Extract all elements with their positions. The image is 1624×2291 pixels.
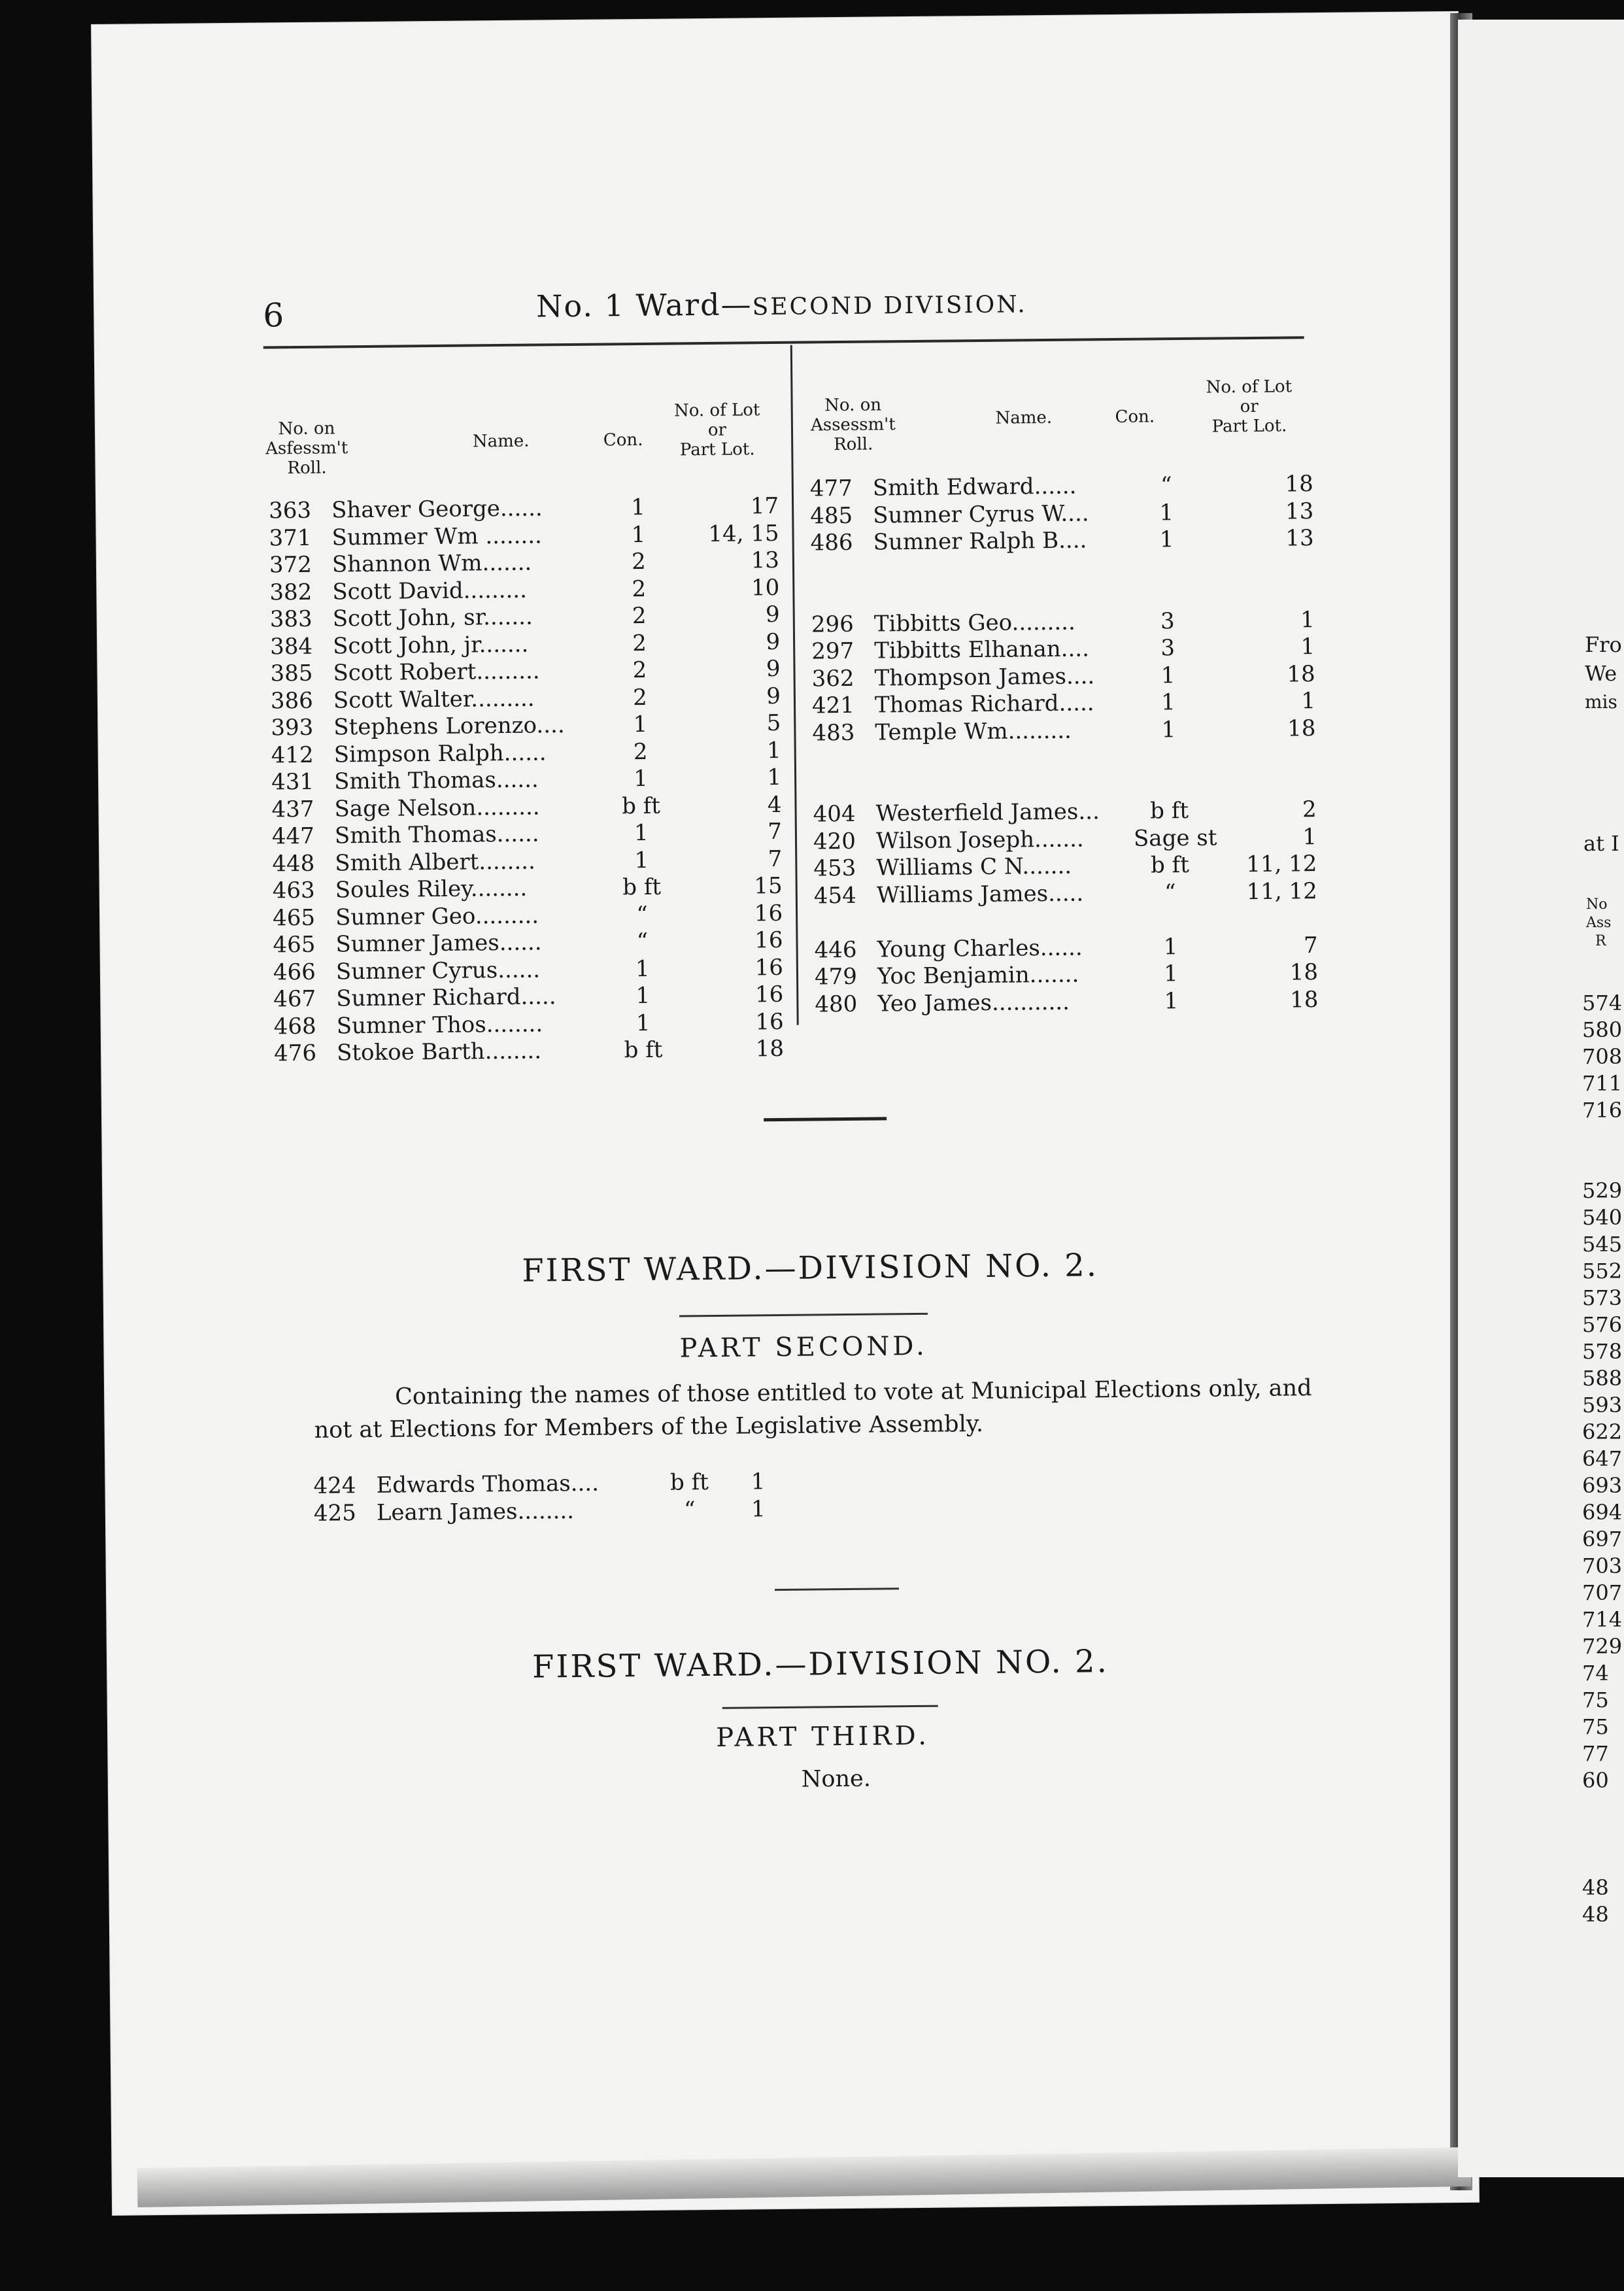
- header-lot-left: No. of Lot or Part Lot.: [673, 400, 760, 460]
- top-rule: [263, 336, 1304, 348]
- lot-cell: 13: [1285, 498, 1314, 525]
- name-cell: Tibbitts Geo.........: [873, 609, 1075, 637]
- fragment: 576: [1582, 1312, 1623, 1337]
- roll-cell: 393: [271, 714, 314, 741]
- lot-cell: 1: [751, 1495, 766, 1522]
- lot-cell: 13: [751, 547, 780, 574]
- name-cell: Sumner James......: [335, 929, 542, 958]
- con-cell: 2: [633, 738, 648, 765]
- fragment: 75: [1582, 1688, 1609, 1712]
- con-cell: 1: [1163, 960, 1179, 987]
- con-cell: 2: [631, 548, 646, 575]
- con-cell: 2: [632, 630, 647, 656]
- column-divider: [790, 345, 799, 1025]
- con-cell: 1: [1161, 689, 1176, 716]
- lot-cell: 11, 12: [1246, 851, 1317, 878]
- lot-cell: 16: [754, 954, 784, 981]
- fragment: 693: [1582, 1473, 1623, 1498]
- roll-cell: 371: [269, 524, 312, 551]
- fragment: 77: [1582, 1741, 1609, 1766]
- page: [92, 12, 1479, 2215]
- fragment: 574: [1582, 991, 1623, 1015]
- header-name-left: Name.: [472, 431, 530, 452]
- table-row: [314, 1495, 837, 1527]
- name-cell: Scott Robert.........: [333, 658, 540, 687]
- lot-cell: 7: [768, 845, 783, 872]
- lot-cell: 18: [1285, 471, 1314, 498]
- roll-cell: 479: [814, 963, 858, 991]
- roll-cell: [813, 773, 871, 774]
- lot-cell: 18: [1287, 715, 1316, 741]
- part-second-table: [313, 1468, 837, 1527]
- con-cell: “: [636, 928, 649, 955]
- con-cell: 3: [1160, 607, 1175, 634]
- fragment: We: [1585, 661, 1617, 686]
- name-cell: Scott John, sr.......: [332, 603, 533, 632]
- header-con-left: Con.: [603, 430, 643, 450]
- name-cell: Sumner Cyrus W....: [873, 500, 1089, 529]
- lot-cell: 9: [765, 601, 780, 628]
- left-table: [269, 493, 790, 1068]
- con-cell: b ft: [1150, 851, 1190, 879]
- fragment: 647: [1582, 1446, 1623, 1471]
- part-third-none: None.: [801, 1765, 871, 1793]
- lot-cell: 18: [1289, 959, 1319, 986]
- fragment: mis: [1585, 691, 1617, 713]
- right-table: [810, 471, 1325, 1018]
- roll-cell: [814, 909, 873, 910]
- facing-page: [1458, 20, 1624, 2177]
- roll-cell: 382: [269, 579, 313, 605]
- fragment: 48: [1582, 1902, 1609, 1927]
- section-rule: [775, 1587, 899, 1591]
- con-cell: b ft: [621, 792, 661, 819]
- header-lot-right: No. of Lot or Part Lot.: [1206, 377, 1293, 437]
- roll-cell: 362: [811, 665, 854, 692]
- fragment: No: [1586, 896, 1608, 913]
- con-cell: 1: [1159, 526, 1174, 553]
- fragment: [1582, 1848, 1622, 1875]
- con-cell: 1: [634, 819, 649, 847]
- lot-cell: 13: [1285, 525, 1314, 552]
- roll-cell: 404: [813, 800, 856, 828]
- fragment: 694: [1582, 1500, 1623, 1525]
- table-row: [815, 986, 1325, 1018]
- name-cell: Tibbitts Elhanan....: [874, 636, 1090, 664]
- fragment: 48: [1582, 1875, 1609, 1900]
- lot-cell: 11, 12: [1246, 877, 1317, 905]
- name-cell: Temple Wm.........: [875, 717, 1072, 746]
- name-cell: Yoc Benjamin.......: [877, 961, 1079, 990]
- fragment: 707: [1582, 1580, 1623, 1605]
- lot-cell: 1: [766, 737, 781, 764]
- lot-cell: 9: [766, 683, 781, 709]
- fragment: 75: [1582, 1714, 1609, 1739]
- fragment: 545: [1582, 1232, 1623, 1257]
- con-cell: 2: [632, 602, 647, 630]
- con-cell: 1: [1161, 716, 1176, 743]
- part-second-title: PART SECOND.: [679, 1331, 928, 1364]
- con-cell: 1: [635, 982, 651, 1010]
- lot-cell: 16: [754, 981, 784, 1008]
- name-cell: Young Charles......: [877, 934, 1083, 963]
- roll-cell: 431: [271, 768, 314, 796]
- heading-main: No. 1 Ward—: [535, 286, 753, 324]
- facing-page-text: [1585, 630, 1622, 717]
- facing-page-numbers: [1582, 990, 1622, 1928]
- con-cell: 2: [632, 575, 647, 602]
- roll-cell: 467: [273, 985, 316, 1013]
- name-cell: Shaver George......: [331, 495, 543, 524]
- name-cell: Thompson James....: [874, 662, 1095, 692]
- name-cell: Smith Albert........: [335, 848, 535, 876]
- short-rule: [722, 1705, 938, 1709]
- name-cell: Smith Thomas......: [333, 766, 539, 795]
- heading-subtitle: SECOND DIVISION.: [752, 291, 1027, 321]
- name-cell: Sumner Cyrus......: [335, 956, 541, 985]
- part-third-title: PART THIRD.: [715, 1720, 930, 1753]
- roll-cell: 425: [313, 1499, 356, 1527]
- fragment: Ass: [1586, 915, 1612, 931]
- fragment: 729: [1582, 1634, 1623, 1659]
- name-cell: Sumner Thos........: [336, 1010, 543, 1039]
- con-cell: b ft: [1150, 797, 1189, 824]
- con-cell: 1: [634, 847, 649, 874]
- con-cell: [1131, 553, 1203, 554]
- facing-page-text: [1583, 830, 1619, 857]
- lot-cell: 10: [751, 574, 780, 601]
- roll-cell: 468: [273, 1013, 316, 1040]
- name-cell: Summer Wm ........: [331, 522, 543, 551]
- fragment: [1582, 1821, 1622, 1848]
- name-cell: Shannon Wm.......: [331, 549, 532, 578]
- con-cell: Sage st: [1133, 824, 1217, 852]
- name-cell: Smith Thomas......: [334, 821, 539, 849]
- header-roll-right: No. on Assessm't Roll.: [810, 395, 896, 455]
- lot-cell: 18: [1289, 986, 1319, 1013]
- roll-cell: 485: [810, 502, 853, 529]
- part-second-description-line1: Containing the names of those entitled to vote at Municipal Elections only, and: [394, 1375, 1312, 1410]
- fragment: 714: [1582, 1607, 1623, 1632]
- name-cell: Scott David.........: [332, 577, 528, 605]
- header-roll-left: No. on Asfessm't Roll.: [265, 418, 348, 479]
- roll-cell: 463: [272, 877, 315, 904]
- roll-cell: 448: [272, 850, 315, 877]
- lot-cell: 9: [766, 655, 781, 683]
- fragment: 74: [1582, 1661, 1609, 1686]
- con-cell: b ft: [622, 874, 662, 901]
- roll-cell: 465: [273, 931, 316, 959]
- con-cell: b ft: [669, 1469, 709, 1496]
- fragment: 578: [1582, 1339, 1623, 1364]
- roll-cell: 477: [809, 475, 853, 502]
- roll-cell: 447: [271, 823, 315, 850]
- lot-cell: 15: [754, 872, 783, 900]
- con-cell: 2: [632, 684, 647, 711]
- fragment: 711: [1582, 1071, 1623, 1096]
- roll-cell: 437: [271, 796, 314, 823]
- roll-cell: [811, 584, 870, 585]
- con-cell: [1133, 770, 1205, 771]
- lot-cell: 16: [755, 1008, 784, 1035]
- name-cell: Stephens Lorenzo....: [333, 712, 565, 741]
- name-cell: Smith Edward......: [872, 473, 1077, 501]
- part-second-description-line2: not at Elections for Members of the Legislative Assembly.: [314, 1411, 984, 1444]
- con-cell: [1133, 743, 1205, 744]
- con-cell: “: [1164, 879, 1176, 906]
- short-rule: [679, 1313, 928, 1317]
- lot-cell: 14, 15: [708, 520, 779, 547]
- name-cell: Edwards Thomas....: [376, 1470, 600, 1499]
- part-third-section-title: FIRST WARD.—DIVISION NO. 2.: [532, 1643, 1109, 1686]
- name-cell: Sumner Richard.....: [336, 983, 556, 1012]
- lot-cell: 18: [755, 1035, 785, 1062]
- lot-cell: 4: [767, 791, 782, 818]
- fragment: 60: [1582, 1768, 1609, 1793]
- con-cell: 1: [1160, 662, 1176, 688]
- con-cell: 1: [635, 1010, 651, 1036]
- roll-cell: [811, 556, 870, 557]
- fragment: 708: [1582, 1044, 1623, 1069]
- name-cell: Yeo James...........: [877, 989, 1070, 1017]
- lot-cell: 7: [1303, 932, 1318, 959]
- roll-cell: 383: [269, 605, 313, 633]
- section-dash: [764, 1117, 887, 1121]
- name-cell: Westerfield James...: [875, 798, 1100, 827]
- con-cell: “: [683, 1496, 696, 1523]
- fragment: 593: [1582, 1393, 1623, 1417]
- roll-cell: 384: [269, 633, 313, 660]
- con-cell: 1: [1163, 933, 1178, 960]
- roll-cell: 412: [271, 741, 314, 768]
- name-cell: Learn James........: [376, 1497, 575, 1526]
- lot-cell: 9: [766, 628, 781, 655]
- con-cell: [1134, 906, 1206, 907]
- facing-page-header: [1586, 896, 1611, 951]
- name-cell: Sumner Geo.........: [335, 902, 539, 930]
- roll-cell: 296: [811, 611, 854, 637]
- name-cell: Stokoe Barth........: [336, 1038, 542, 1066]
- fragment: R: [1595, 933, 1606, 949]
- fragment: 716: [1582, 1098, 1623, 1123]
- name-cell: Scott Walter.........: [333, 685, 535, 713]
- fragment: 697: [1582, 1527, 1623, 1552]
- header-name-right: Name.: [995, 407, 1053, 428]
- con-cell: 1: [631, 521, 646, 548]
- roll-cell: 420: [813, 828, 856, 855]
- roll-cell: 363: [268, 497, 312, 524]
- roll-cell: 453: [813, 855, 856, 882]
- roll-cell: 476: [273, 1040, 317, 1067]
- lot-cell: 1: [1300, 634, 1315, 660]
- roll-cell: 421: [811, 692, 855, 719]
- roll-cell: 424: [313, 1472, 356, 1499]
- lot-cell: 1: [1302, 823, 1317, 850]
- fragment: at I: [1583, 831, 1619, 856]
- roll-cell: 465: [272, 904, 316, 931]
- fragment: 529: [1582, 1178, 1623, 1203]
- con-cell: 1: [633, 711, 648, 738]
- lot-cell: 17: [750, 492, 779, 520]
- lot-cell: 1: [751, 1468, 766, 1495]
- name-cell: Soules Riley........: [335, 875, 528, 904]
- page-number: 6: [263, 296, 284, 335]
- fragment: 622: [1582, 1419, 1623, 1444]
- roll-cell: 483: [812, 719, 855, 746]
- con-cell: 1: [635, 955, 650, 982]
- fragment: [1582, 1124, 1622, 1151]
- name-cell: Scott John, jr.......: [332, 631, 529, 659]
- roll-cell: 466: [273, 959, 316, 985]
- table-row: [274, 1036, 790, 1068]
- roll-cell: 454: [813, 882, 856, 909]
- lot-cell: 5: [766, 709, 781, 737]
- con-cell: 1: [1164, 987, 1179, 1014]
- roll-cell: 386: [270, 687, 314, 714]
- con-cell: 2: [632, 656, 647, 684]
- fragment: 580: [1582, 1017, 1623, 1042]
- con-cell: b ft: [624, 1036, 663, 1064]
- name-cell: Sage Nelson.........: [334, 793, 540, 822]
- roll-cell: 297: [811, 637, 854, 665]
- fragment: 703: [1582, 1553, 1623, 1578]
- roll-cell: 486: [810, 529, 853, 556]
- header-con-right: Con.: [1115, 407, 1155, 427]
- fragment: Fro: [1585, 632, 1622, 657]
- name-cell: Williams C N.......: [876, 853, 1072, 881]
- con-cell: 1: [634, 765, 649, 792]
- con-cell: “: [636, 901, 648, 928]
- con-cell: 3: [1160, 635, 1176, 662]
- con-cell: 1: [631, 494, 646, 521]
- fragment: 540: [1582, 1205, 1623, 1230]
- fragment: [1582, 1794, 1622, 1821]
- fragment: [1582, 1151, 1622, 1178]
- name-cell: Williams James.....: [876, 879, 1084, 909]
- lot-cell: 1: [767, 764, 782, 791]
- lot-cell: 16: [754, 900, 783, 926]
- roll-cell: 385: [270, 660, 313, 687]
- part-second-section-title: FIRST WARD.—DIVISION NO. 2.: [522, 1247, 1099, 1289]
- fragment: 552: [1582, 1259, 1623, 1283]
- fragment: 588: [1582, 1366, 1623, 1391]
- con-cell: “: [1160, 472, 1172, 499]
- roll-cell: 372: [269, 551, 313, 579]
- fragment: 573: [1582, 1285, 1623, 1310]
- name-cell: Simpson Ralph......: [333, 739, 547, 768]
- name-cell: Sumner Ralph B....: [873, 527, 1087, 556]
- con-cell: 1: [1159, 499, 1174, 526]
- page-heading: [536, 284, 1027, 324]
- name-cell: Thomas Richard.....: [874, 690, 1094, 719]
- lot-cell: 1: [1301, 688, 1316, 715]
- lot-cell: 16: [754, 926, 783, 954]
- roll-cell: 446: [814, 936, 857, 963]
- lot-cell: 18: [1287, 660, 1315, 687]
- lot-cell: 7: [768, 818, 783, 845]
- lot-cell: 2: [1302, 796, 1317, 823]
- lot-cell: 1: [1300, 606, 1315, 633]
- name-cell: Wilson Joseph.......: [875, 825, 1084, 855]
- roll-cell: 480: [815, 991, 858, 1017]
